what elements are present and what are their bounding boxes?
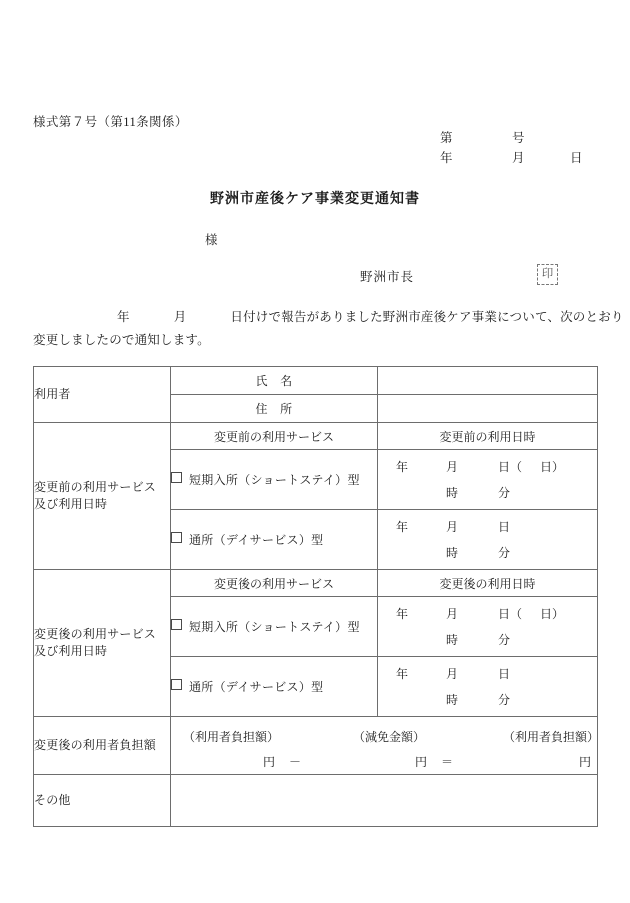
fee-header-1: （利用者負担額） (183, 730, 280, 744)
sub-label-name: 氏 名 (171, 367, 378, 395)
table-row-before-headers (34, 423, 598, 450)
row-label-after-line1: 変更後の利用サービス (34, 627, 157, 641)
hour-label: 時 (446, 632, 459, 647)
minute-label: 分 (498, 485, 511, 500)
checkbox-icon[interactable] (171, 679, 182, 690)
day-label: 日 (498, 666, 511, 681)
fee-header-2: （減免金額） (353, 730, 426, 744)
checkbox-after-shortstay[interactable] (171, 597, 378, 657)
fee-header-3: （利用者負担額） (503, 730, 600, 744)
row-label-before-line1: 変更前の利用サービス (34, 480, 157, 494)
row-label-before (34, 423, 171, 570)
notification-table (33, 366, 598, 827)
input-before-shortstay-datetime[interactable] (378, 450, 598, 510)
sub-label-address: 住 所 (171, 395, 378, 423)
yen-unit-2: 円 (415, 755, 428, 769)
row-label-before-line2: 及び利用日時 (34, 497, 108, 511)
checkbox-icon[interactable] (171, 532, 182, 543)
header-after-service: 変更後の利用サービス (171, 570, 378, 597)
page-title: 野洲市産後ケア事業変更通知書 (210, 192, 420, 207)
day-label: 日（ (498, 459, 523, 474)
year-label: 年 (396, 666, 409, 681)
date-day-label: 日 (570, 151, 583, 165)
service-label-after-shortstay: 短期入所（ショートステイ）型 (189, 620, 360, 634)
yen-unit-1: 円 (263, 755, 276, 769)
weekday-label: 日） (539, 606, 564, 621)
minute-label: 分 (498, 545, 511, 560)
hour-label: 時 (446, 545, 459, 560)
header-before-service: 変更前の利用サービス (171, 423, 378, 450)
row-label-fee: 変更後の利用者負担額 (34, 717, 171, 775)
addressee-honorific: 様 (205, 233, 219, 247)
operator-minus: － (289, 755, 302, 769)
minute-label: 分 (498, 632, 511, 647)
table-row-other (34, 775, 598, 827)
row-label-other: その他 (34, 775, 171, 827)
number-suffix: 号 (512, 131, 525, 145)
checkbox-after-dayservice[interactable] (171, 657, 378, 717)
hour-label: 時 (446, 692, 459, 707)
month-label: 月 (446, 459, 459, 474)
body-paragraph (33, 306, 624, 352)
day-label: 日（ (498, 606, 523, 621)
service-label-before-dayservice: 通所（デイサービス）型 (189, 533, 324, 547)
year-label: 年 (396, 606, 409, 621)
yen-unit-3: 円 (579, 755, 592, 769)
day-label: 日 (498, 519, 511, 534)
issuer-row (360, 267, 580, 285)
checkbox-icon[interactable] (171, 619, 182, 630)
document-date-line (440, 148, 600, 168)
table-row-user-name (34, 367, 598, 395)
input-after-dayservice-datetime[interactable] (378, 657, 598, 717)
input-other[interactable] (171, 775, 598, 827)
table-row-after-headers (34, 570, 598, 597)
date-month-label: 月 (512, 151, 525, 165)
row-label-after (34, 570, 171, 717)
input-user-name[interactable] (378, 367, 598, 395)
body-text-line2: 変更しましたので通知します。 (33, 333, 210, 347)
input-after-shortstay-datetime[interactable] (378, 597, 598, 657)
date-year-label: 年 (440, 151, 453, 165)
issuer-name: 野洲市長 (360, 270, 415, 284)
checkbox-before-dayservice[interactable] (171, 510, 378, 570)
hour-label: 時 (446, 485, 459, 500)
document-number-block (440, 128, 600, 168)
row-label-after-line2: 及び利用日時 (34, 644, 108, 658)
input-user-address[interactable] (378, 395, 598, 423)
header-after-datetime: 変更後の利用日時 (378, 570, 598, 597)
service-label-after-dayservice: 通所（デイサービス）型 (189, 680, 324, 694)
checkbox-before-shortstay[interactable] (171, 450, 378, 510)
number-label: 第 (440, 131, 453, 145)
month-label: 月 (446, 666, 459, 681)
operator-equals: ＝ (441, 755, 454, 769)
body-text-line1: 日付けで報告がありました野洲市産後ケア事業について、次のとおり (230, 310, 624, 324)
year-label: 年 (396, 519, 409, 534)
table-row-fee (34, 717, 598, 775)
input-fee-calculation[interactable] (171, 717, 598, 775)
minute-label: 分 (498, 692, 511, 707)
body-month-label: 月 (173, 310, 187, 324)
header-before-datetime: 変更前の利用日時 (378, 423, 598, 450)
document-number-line (440, 128, 600, 148)
service-label-before-shortstay: 短期入所（ショートステイ）型 (189, 473, 360, 487)
month-label: 月 (446, 519, 459, 534)
checkbox-icon[interactable] (171, 472, 182, 483)
body-year-label: 年 (117, 310, 130, 324)
seal-stamp-icon: 印 (537, 264, 558, 285)
weekday-label: 日） (539, 459, 564, 474)
month-label: 月 (446, 606, 459, 621)
year-label: 年 (396, 459, 409, 474)
row-label-user: 利用者 (34, 367, 171, 423)
form-code: 様式第７号（第11条関係） (33, 115, 188, 129)
input-before-dayservice-datetime[interactable] (378, 510, 598, 570)
